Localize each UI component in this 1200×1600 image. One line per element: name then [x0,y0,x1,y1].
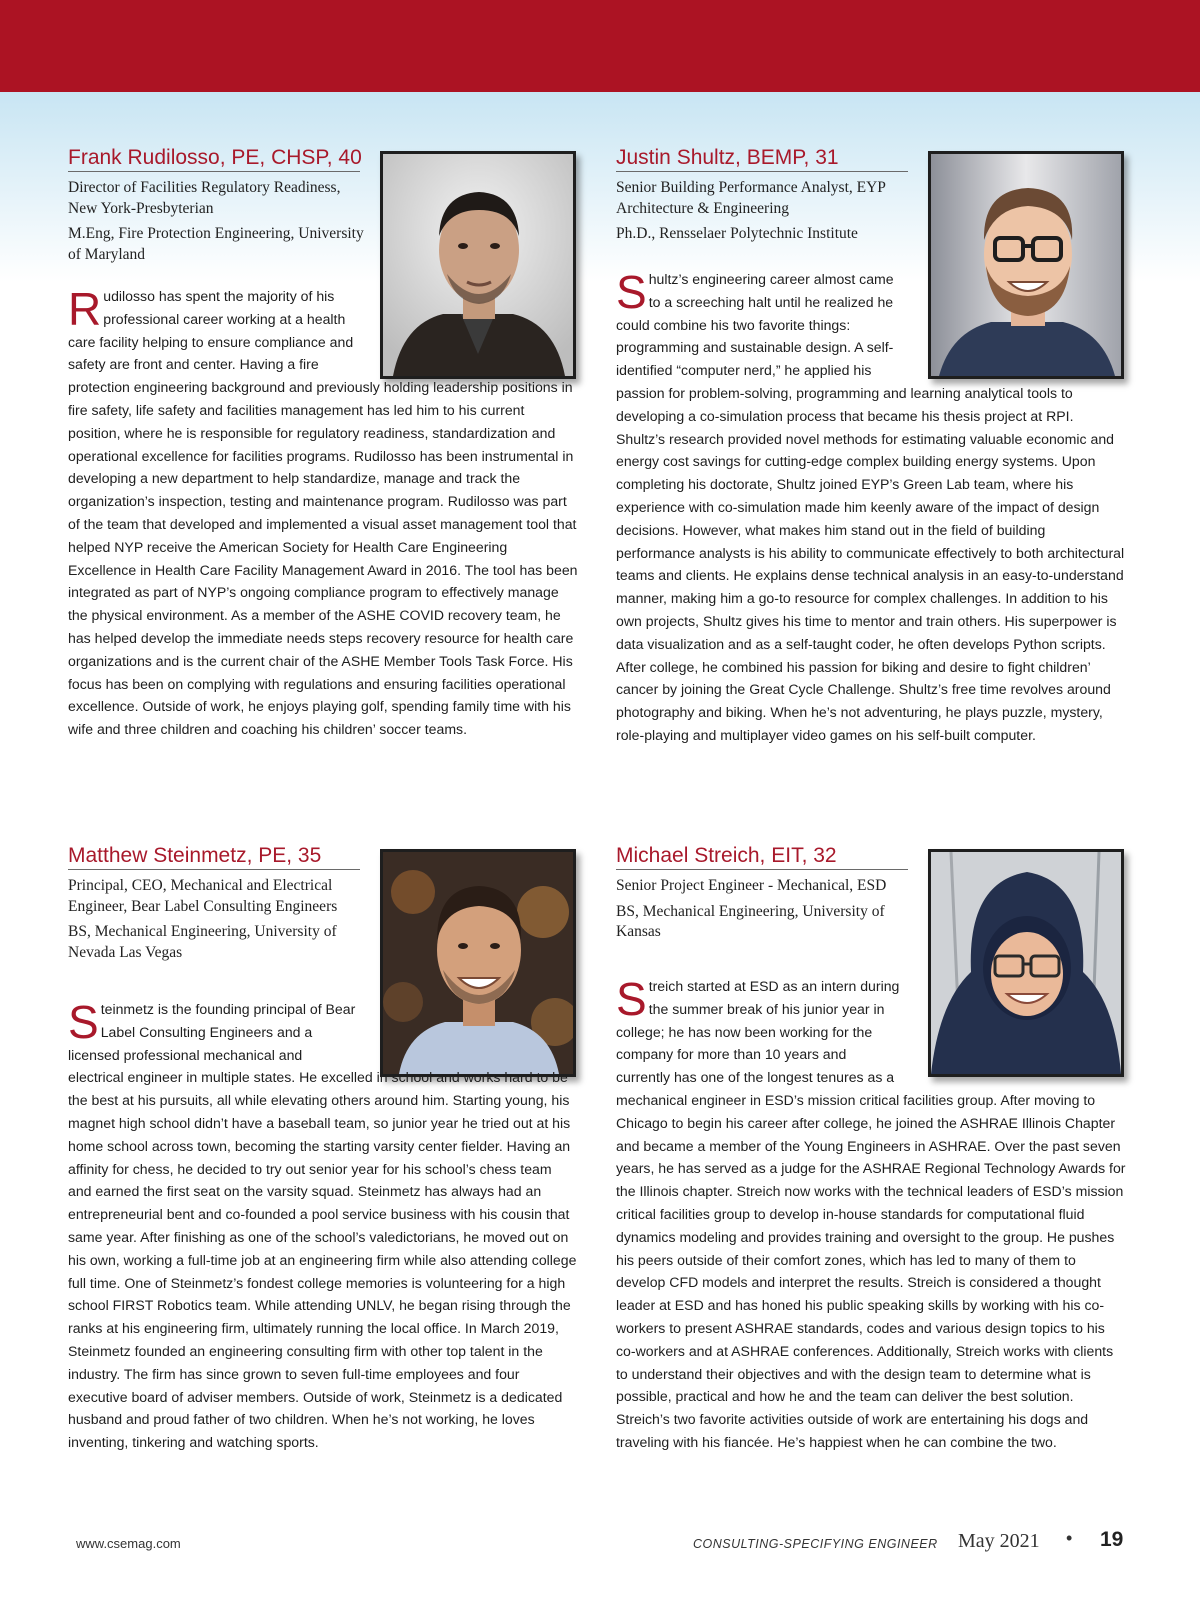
profile-name: Justin Shultz, BEMP, 31 [616,145,908,172]
drop-cap: S [68,996,99,1048]
profile-education: BS, Mechanical Engineering, University of Nevada Las Vegas [68,923,337,961]
profile-body [68,285,578,741]
profile-body-text: hultz’s engineering career almost came to a screeching halt until he realized he could combine his two favorite things: programming and sustainable design. A self-identified “computer nerd,” he applied his passion for problem-solving, programming and learning analytical tools to developing a co-simulation process that became his thesis project at RPI. Shultz’s research provided novel methods for estimating valuable economic and energy cost savings for cutting-edge complex building energy systems. Upon completing his doctorate, Shultz joined EYP’s Green Lab team, where his experience with co-simulation made him keenly aware of the impact of design decisions. However, what makes him stand out in the field of building performance analysts is his ability to communicate effectively to both architectural teams and clients. He explains dense technical analysis in an easy-to-understand manner, making him a go-to resource for complex challenges. In addition to his own projects, Shultz gives his time to mentor and train others. His superpower is data visualization and as a self-taught coder, he often develops Python scripts. After college, he combined his passion for biking and desire to fight children’ cancer by joining the Great Cycle Challenge. Shultz’s free time revolves around photography and biking. When he’s not adventuring, he plays puzzle, mystery, role-playing and multiplayer video games on his self-built computer. [616,271,1125,743]
profile-title: Director of Facilities Regulatory Readiness, New York-Presbyterian [68,179,341,217]
profile-meta [68,876,368,968]
profile-name: Matthew Steinmetz, PE, 35 [68,843,360,870]
website-link[interactable]: www.csemag.com [76,1536,181,1551]
profile-name: Michael Streich, EIT, 32 [616,843,908,870]
profile-frank-rudilosso [68,145,578,825]
footer-separator: • [1066,1528,1073,1548]
magazine-name: CONSULTING-SPECIFYING ENGINEER [693,1537,938,1551]
profile-meta [616,178,916,250]
profile-title: Senior Building Performance Analyst, EYP Architecture & Engineering [616,179,886,217]
profile-title: Principal, CEO, Mechanical and Electrical Engineer, Bear Label Consulting Engineers [68,877,338,915]
profile-body-text: udilosso has spent the majority of his professional career working at a health care facility helping to ensure compliance and safety are front and center. Having a fire protection engineering background and previously holding leadership positions in fire safety, life safety and facilities management has led him to his current position, where he is responsible for regulatory readiness, standardization and operational excellence for facilities programs. Rudilosso has been instrumental in developing a new department to help standardize, manage and track the organization’s inspection, testing and maintenance program. Rudilosso was part of the team that developed and implemented a visual asset management tool that helped NYP receive the American Society for Health Care Engineering Excellence in Health Care Facility Management Award in 2016. The tool has been integrated as part of NYP’s ongoing compliance program to effectively manage the physical environment. As a member of the ASHE COVID recovery team, he has helped develop the immediate needs steps recovery resource for health care organizations and is the current chair of the ASHE Member Tools Task Force. His focus has been on complying with regulations and ensuring facilities operational excellence. Outside of work, he enjoys playing golf, spending family time with his wife and three children and coaching his children’ soccer teams. [68,288,578,738]
profile-justin-shultz [616,145,1126,825]
profile-title: Senior Project Engineer - Mechanical, ESD [616,877,887,894]
profile-meta [616,876,916,948]
profile-matthew-steinmetz [68,843,578,1523]
profile-education: M.Eng, Fire Protection Engineering, University of Maryland [68,225,364,263]
profile-body [68,998,578,1454]
drop-cap: R [68,283,102,335]
profile-body [616,975,1126,1454]
profile-michael-streich [616,843,1126,1523]
drop-cap: S [616,973,647,1025]
page-number: 19 [1100,1528,1124,1551]
drop-cap: S [616,266,647,318]
issue-date: May 2021 [958,1530,1040,1552]
profile-body-text: treich started at ESD as an intern during the summer break of his junior year in college; he has now been working for the company for more than 10 years and currently has one of the longest tenures as a mechanical engineer in ESD’s mission critical facilities group. After moving to Chicago to begin his career after college, he joined the ASHRAE Illinois Chapter and became a member of the Young Engineers in ASHRAE. Over the past seven years, he has served as a judge for the ASHRAE Regional Technology Awards for the Illinois chapter. Streich now works with the technical leaders of ESD’s mission critical facilities group to develop in-house standards for computational fluid dynamics modeling and provides training and oversight to the group. He pushes his peers outside of their comfort zones, which has led to many of them to develop CFD models and interpret the results. Streich is considered a thought leader at ESD and has honed his public speaking skills by working with his co-workers to present ASHRAE standards, codes and various design topics to his co-workers and at ASHRAE conferences. Additionally, Streich works with clients to understand their objectives and with the design team to determine what is possible, practical and how he and the team can deliver the best solution. Streich’s two favorite activities outside of work are entertaining his dogs and traveling with his fiancée. He’s happiest when he can combine the two. [616,978,1126,1450]
profile-body [616,268,1126,747]
profile-education: BS, Mechanical Engineering, University of Kansas [616,902,885,940]
profile-body-text: teinmetz is the founding principal of Bear Label Consulting Engineers and a licensed professional mechanical and electrical engineer in multiple states. He excelled in school and works hard to be the best at his pursuits, all while elevating others around him. Starting young, his magnet high school didn’t have a baseball team, so junior year he tried out at his home school across town, becoming the starting varsity center fielder. Having an affinity for chess, he decided to try out senior year for his school’s chess team and earned the first seat on the varsity squad. Steinmetz has always had an entrepreneurial bent and co-founded a pool service business with his cousin that same year. After finishing as one of the school’s valedictorians, he moved out on his own, working a full-time job at an engineering firm while also attending college full time. One of Steinmetz’s fondest college memories is volunteering for a high school FIRST Robotics team. While attending UNLV, he began rising through the ranks at his engineering firm, ultimately running the local office. In March 2019, Steinmetz founded an engineering consulting firm with other top talent in the industry. The firm has since grown to seven full-time employees and four executive board of adviser members. Outside of work, Steinmetz is a dedicated husband and proud father of two children. When he’s not working, he loves inventing, tinkering and watching sports. [68,1001,577,1451]
profile-name: Frank Rudilosso, PE, CHSP, 40 [68,145,360,172]
profile-education: Ph.D., Rensselaer Polytechnic Institute [616,225,858,242]
profile-meta [68,178,368,270]
header-band [0,0,1200,92]
